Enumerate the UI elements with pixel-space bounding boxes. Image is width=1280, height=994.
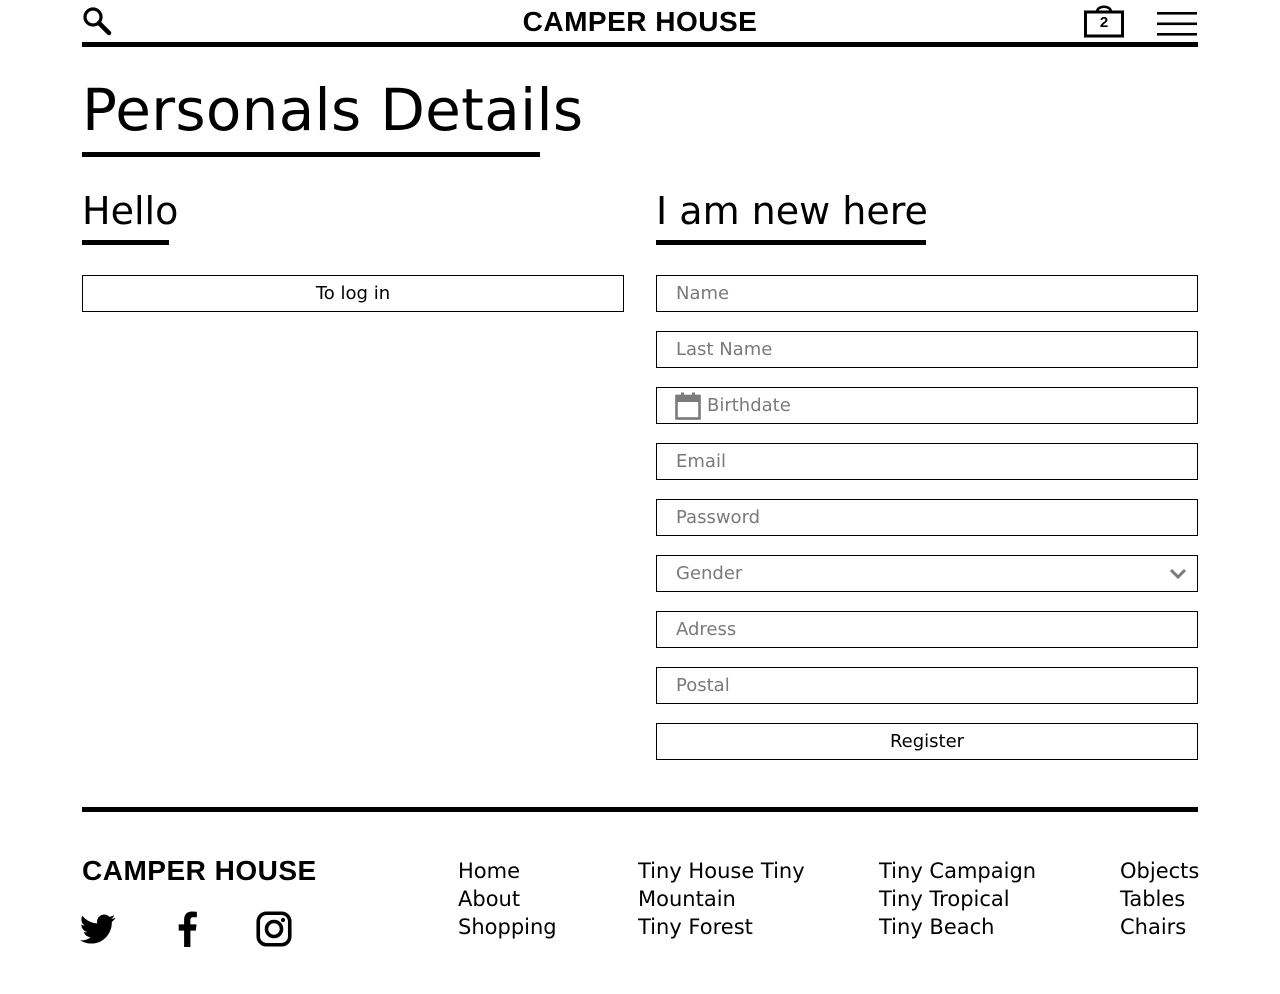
- facebook-icon[interactable]: [170, 911, 206, 947]
- page-title: Personals Details: [82, 76, 584, 144]
- chevron-down-icon: [1169, 568, 1187, 580]
- address-field[interactable]: [656, 611, 1198, 648]
- register-section-title: I am new here: [656, 189, 928, 233]
- footer-link-tiny-tropical[interactable]: Tiny Tropical: [879, 887, 1010, 911]
- page-title-underline: [82, 152, 540, 157]
- email-input[interactable]: [657, 444, 1197, 479]
- footer-link-shopping[interactable]: Shopping: [458, 915, 557, 939]
- password-input[interactable]: [657, 500, 1197, 535]
- footer-link-tiny-beach[interactable]: Tiny Beach: [879, 915, 995, 939]
- footer-column-main: [458, 857, 557, 941]
- footer-brand[interactable]: CAMPER HOUSE: [82, 855, 317, 886]
- calendar-icon[interactable]: [675, 392, 701, 420]
- twitter-icon[interactable]: [80, 911, 116, 947]
- birthdate-field[interactable]: [656, 387, 1198, 424]
- name-input[interactable]: [657, 276, 1197, 311]
- register-button[interactable]: Register: [656, 723, 1198, 760]
- footer-link-mountain[interactable]: Mountain: [638, 887, 736, 911]
- gender-select-value: Gender: [676, 563, 743, 584]
- footer-column-objects: [1120, 857, 1199, 941]
- footer-divider: [82, 807, 1198, 812]
- postal-field[interactable]: [656, 667, 1198, 704]
- gender-select[interactable]: [656, 555, 1198, 592]
- last-name-field[interactable]: [656, 331, 1198, 368]
- name-field[interactable]: [656, 275, 1198, 312]
- footer-link-tiny-forest[interactable]: Tiny Forest: [638, 915, 753, 939]
- instagram-icon[interactable]: [256, 911, 292, 947]
- hamburger-menu-icon[interactable]: [1157, 12, 1197, 36]
- login-section-title: Hello: [82, 189, 179, 233]
- footer-column-tiny-houses: [638, 857, 805, 941]
- login-title-underline: [82, 240, 169, 245]
- footer-link-tiny-campaign[interactable]: Tiny Campaign: [879, 859, 1037, 883]
- site-brand[interactable]: CAMPER HOUSE: [522, 6, 758, 37]
- login-button[interactable]: To log in: [82, 275, 624, 312]
- footer-link-home[interactable]: Home: [458, 859, 521, 883]
- footer-link-about[interactable]: About: [458, 887, 521, 911]
- footer-link-tables[interactable]: Tables: [1120, 887, 1186, 911]
- footer-column-tiny-locations: [879, 857, 1036, 941]
- register-title-underline: [656, 240, 926, 245]
- last-name-input[interactable]: [657, 332, 1197, 367]
- address-input[interactable]: [657, 612, 1197, 647]
- footer-link-chairs[interactable]: Chairs: [1120, 915, 1187, 939]
- footer-link-objects[interactable]: Objects: [1120, 859, 1200, 883]
- footer-link-tiny-house[interactable]: Tiny House Tiny: [638, 859, 805, 883]
- password-field[interactable]: [656, 499, 1198, 536]
- email-field[interactable]: [656, 443, 1198, 480]
- birthdate-input[interactable]: [657, 388, 1197, 423]
- cart-count-badge[interactable]: 2: [1099, 14, 1109, 31]
- postal-input[interactable]: [657, 668, 1197, 703]
- header-divider: [82, 42, 1198, 47]
